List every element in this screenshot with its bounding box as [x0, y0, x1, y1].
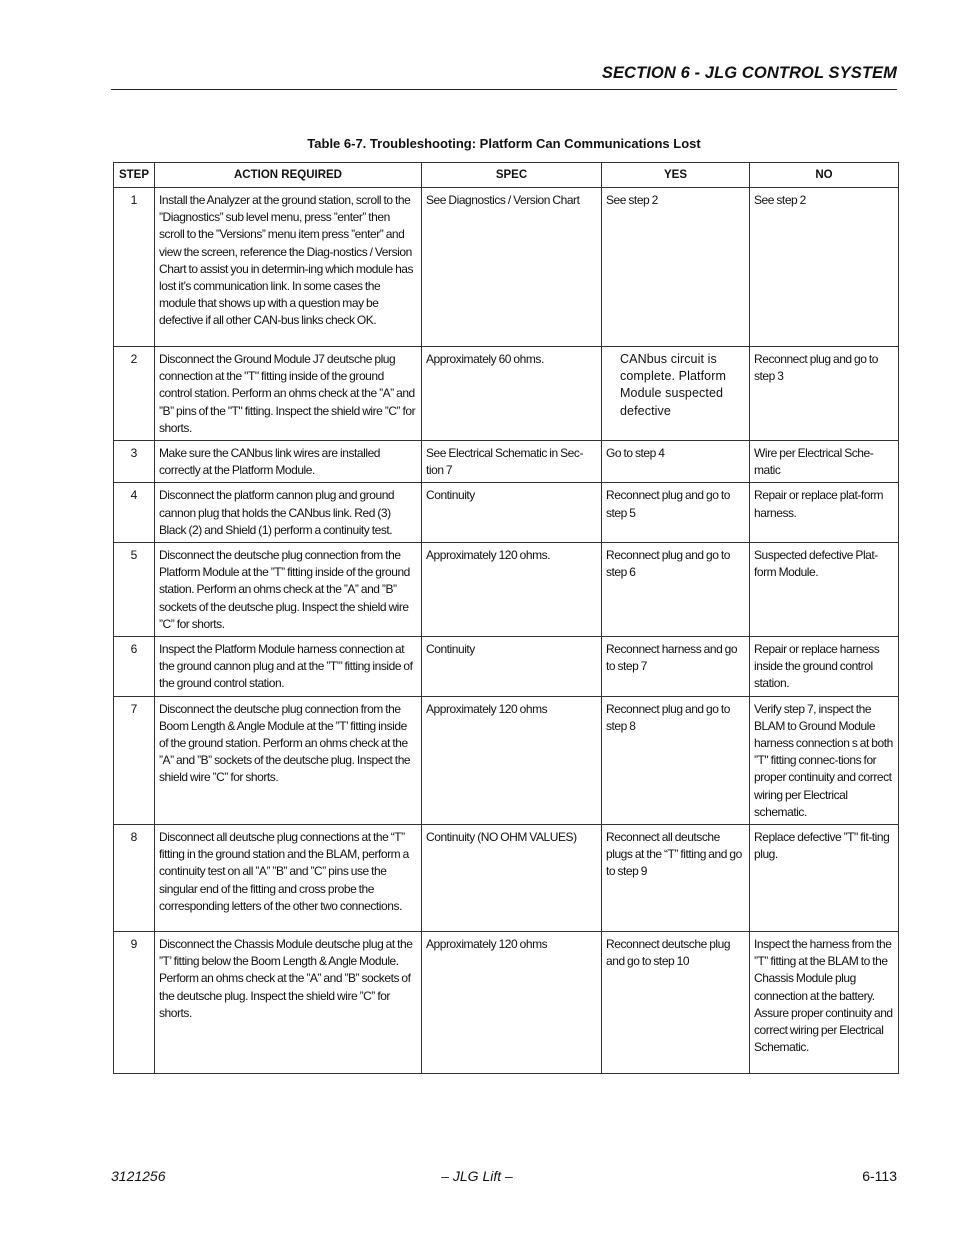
page-number: 6-113	[862, 1168, 897, 1184]
no-cell: See step 2	[750, 188, 899, 347]
action-cell: Install the Analyzer at the ground station, scroll to the ”Diagnostics” sub level menu, press ”enter” then scroll to the ”Versions” menu item press ”enter” and view the screen, reference the Diag-nostics / Version Chart to assist you in determin-ing which module has lost it’s communication link. In some cases the module that shows up with a question may be defective if all other CAN-bus links check OK.	[155, 188, 422, 347]
yes-cell: Reconnect plug and go to step 8	[602, 696, 750, 824]
spec-cell: Approximately 120 ohms	[422, 696, 602, 824]
table-title: Table 6-7. Troubleshooting: Platform Can Communications Lost	[307, 136, 701, 151]
table-row	[114, 696, 899, 824]
action-cell: Disconnect the deutsche plug connection from the Boom Length & Angle Module at the ”T’ fitting inside of the ground station. Perform an ohms check at the ”A” and ”B” sockets of the deutsche plug. Inspect the shield wire ”C” for shorts.	[155, 696, 422, 824]
step-cell: 5	[114, 543, 155, 637]
table-header-row	[114, 163, 899, 188]
table-row	[114, 825, 899, 932]
column-header-no: NO	[750, 163, 899, 188]
no-cell: Repair or replace harness inside the ground control station.	[750, 637, 899, 697]
step-cell: 1	[114, 188, 155, 347]
action-cell: Disconnect the platform cannon plug and ground cannon plug that holds the CANbus link. Red (3) Black (2) and Shield (1) perform a continuity test.	[155, 483, 422, 543]
section-title: SECTION 6 - JLG CONTROL SYSTEM	[601, 64, 897, 82]
column-header-step: STEP	[114, 163, 155, 188]
yes-cell: Reconnect plug and go to step 5	[602, 483, 750, 543]
table-row	[114, 932, 899, 1074]
spec-cell: See Electrical Schematic in Sec-tion 7	[422, 441, 602, 483]
column-header-spec: SPEC	[422, 163, 602, 188]
no-cell: Wire per Electrical Sche-matic	[750, 441, 899, 483]
action-cell: Disconnect the Ground Module J7 deutsche plug connection at the "T" fitting inside of the ground control station. Perform an ohms check at the ”A” and ”B” pins of the "T" fitting. Inspect the shield wire ”C” for shorts.	[155, 347, 422, 441]
yes-cell: Reconnect deutsche plug and go to step 10	[602, 932, 750, 1074]
action-cell: Make sure the CANbus link wires are installed correctly at the Platform Module.	[155, 441, 422, 483]
header-divider	[111, 89, 897, 90]
step-cell: 4	[114, 483, 155, 543]
action-cell: Disconnect the deutsche plug connection from the Platform Module at the ”T” fitting inside of the ground station. Perform an ohms check at the ”A” and ”B” sockets of the deutsche plug. Inspect the shield wire ”C” for shorts.	[155, 543, 422, 637]
yes-cell: Reconnect plug and go to step 6	[602, 543, 750, 637]
yes-cell	[602, 347, 750, 441]
table-row	[114, 637, 899, 697]
yes-cell: Go to step 4	[602, 441, 750, 483]
column-header-yes: YES	[602, 163, 750, 188]
table-row	[114, 543, 899, 637]
table-row	[114, 347, 899, 441]
action-cell: Disconnect the Chassis Module deutsche plug at the ”T’ fitting below the Boom Length & Angle Module. Perform an ohms check at the ”A” and ”B” sockets of the deutsche plug. Inspect the shield wire ”C” for shorts.	[155, 932, 422, 1074]
spec-cell: See Diagnostics / Version Chart	[422, 188, 602, 347]
step-cell: 7	[114, 696, 155, 824]
spec-cell: Approximately 120 ohms	[422, 932, 602, 1074]
no-cell: Reconnect plug and go to step 3	[750, 347, 899, 441]
step-cell: 8	[114, 825, 155, 932]
yes-cell-text: CANbus circuit is complete. Platform Module suspected defective	[620, 352, 727, 418]
no-cell: Verify step 7, inspect the BLAM to Ground Module harness connection s at both ”T" fitting connec-tions for proper continuity and correct wiring per Electrical schematic.	[750, 696, 899, 824]
spec-cell: Continuity	[422, 483, 602, 543]
no-cell: Repair or replace plat-form harness.	[750, 483, 899, 543]
yes-cell: Reconnect harness and go to step 7	[602, 637, 750, 697]
step-cell: 2	[114, 347, 155, 441]
column-header-action: ACTION REQUIRED	[155, 163, 422, 188]
table-row	[114, 441, 899, 483]
no-cell: Inspect the harness from the ”T” fitting at the BLAM to the Chassis Module plug connection at the battery. Assure proper continuity and correct wiring per Electrical Schematic.	[750, 932, 899, 1074]
step-cell: 9	[114, 932, 155, 1074]
action-cell: Inspect the Platform Module harness connection at the ground cannon plug and at the ”T”’ fitting inside of the ground control station.	[155, 637, 422, 697]
doc-number: 3121256	[111, 1168, 166, 1184]
no-cell: Suspected defective Plat-form Module.	[750, 543, 899, 637]
spec-cell: Continuity	[422, 637, 602, 697]
yes-cell: Reconnect all deutsche plugs at the “T” fitting and go to step 9	[602, 825, 750, 932]
troubleshooting-table	[113, 162, 899, 1074]
spec-cell: Approximately 60 ohms.	[422, 347, 602, 441]
yes-cell: See step 2	[602, 188, 750, 347]
step-cell: 6	[114, 637, 155, 697]
footer-brand: – JLG Lift –	[441, 1168, 513, 1184]
step-cell: 3	[114, 441, 155, 483]
table-row	[114, 483, 899, 543]
spec-cell: Continuity (NO OHM VALUES)	[422, 825, 602, 932]
action-cell: Disconnect all deutsche plug connections at the “T” fitting in the ground station and the BLAM, perform a continuity test on all ”A” ”B” and ”C” pins use the singular end of the fitting and cross probe the corresponding letters of the other two connections.	[155, 825, 422, 932]
no-cell: Replace defective ”T" fit-ting plug.	[750, 825, 899, 932]
table-row	[114, 188, 899, 347]
spec-cell: Approximately 120 ohms.	[422, 543, 602, 637]
